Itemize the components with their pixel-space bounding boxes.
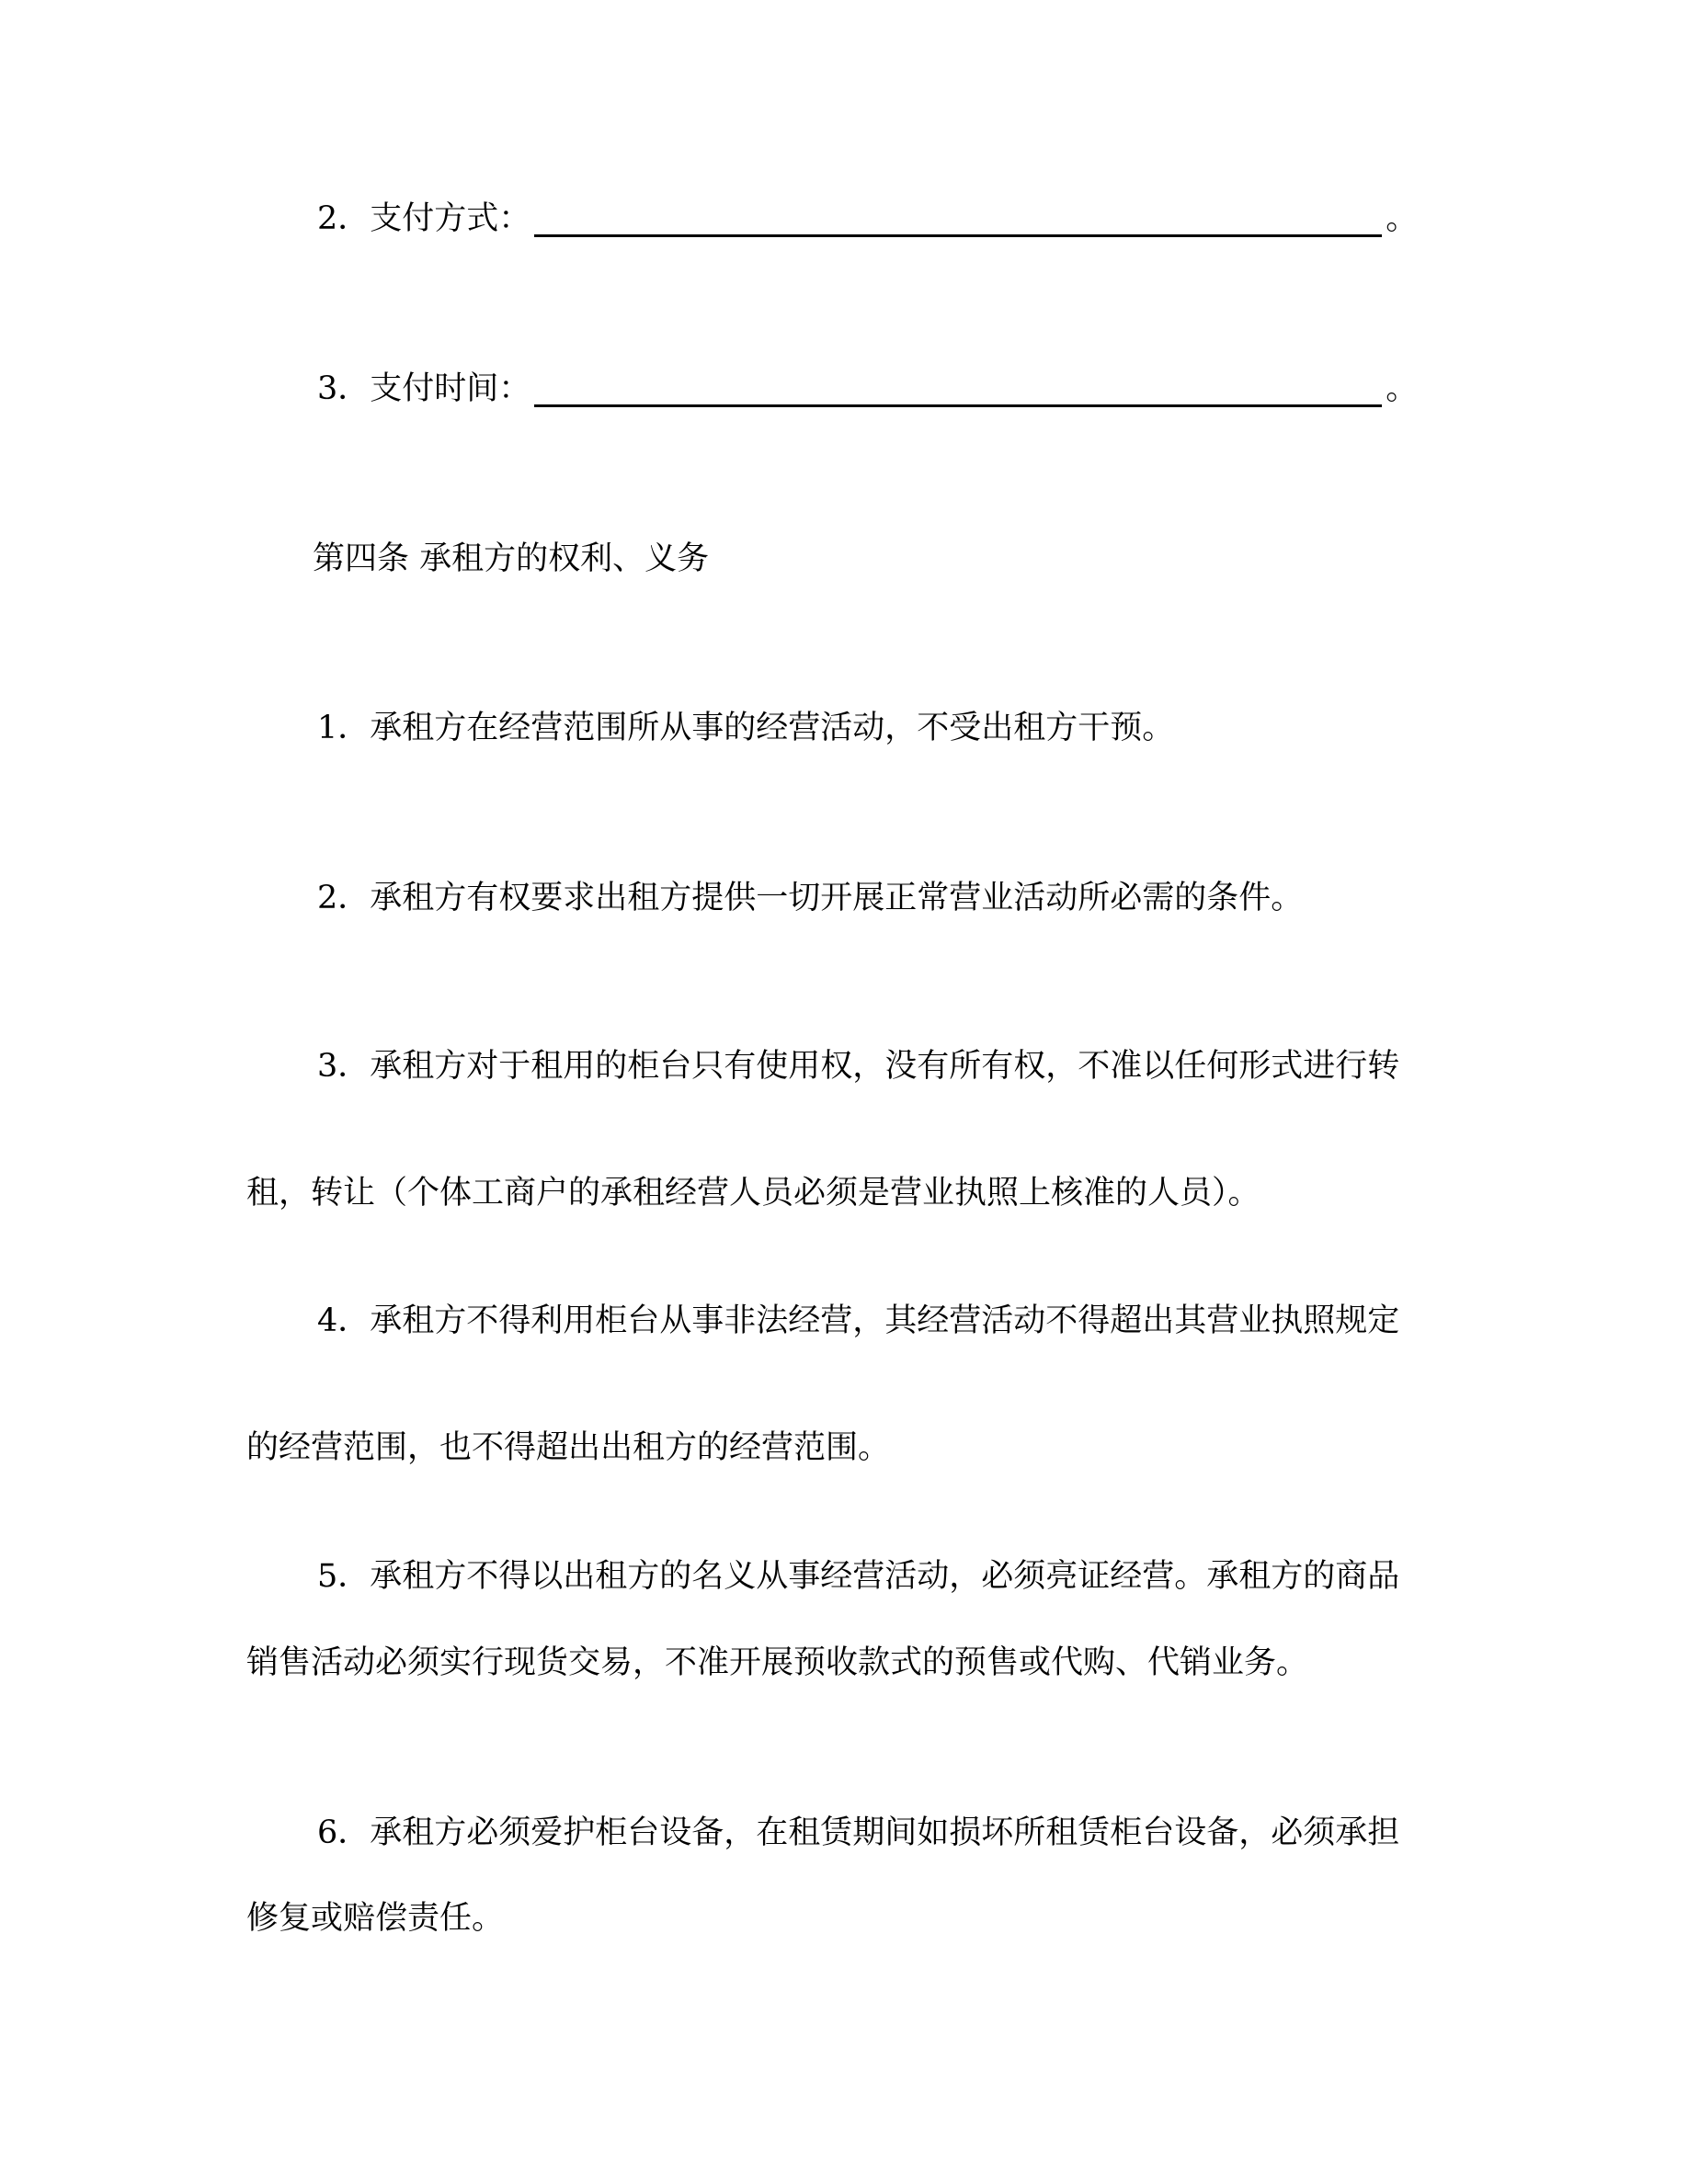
item-5-line-2: 销售活动必须实行现货交易，不准开展预收款式的预售或代购、代销业务。: [246, 1644, 1309, 1681]
payment-method-end: 。: [1386, 200, 1419, 237]
item-4-line-2: 的经营范围，也不得超出出租方的经营范围。: [246, 1429, 891, 1466]
item-6-line-2: 修复或赔偿责任。: [246, 1900, 505, 1937]
item-3-line-2: 租，转让（个体工商户的承租经营人员必须是营业执照上核准的人员）。: [246, 1175, 1260, 1211]
item-6-line-1: 6．承租方必须爱护柜台设备，在租赁期间如损坏所租赁柜台设备，必须承担: [317, 1814, 1400, 1851]
payment-method-line: [317, 200, 1418, 237]
item-3-line-1: 3．承租方对于租用的柜台只有使用权，没有所有权，不准以任何形式进行转: [317, 1048, 1400, 1085]
item-5-line-1: 5．承租方不得以出租方的名义从事经营活动，必须亮证经营。承租方的商品: [317, 1558, 1400, 1595]
item-2-line-1: 2．承租方有权要求出租方提供一切开展正常营业活动所必需的条件。: [317, 880, 1304, 916]
payment-time-blank: [534, 377, 1382, 407]
item-1-line-1: 1．承租方在经营范围所从事的经营活动，不受出租方干预。: [317, 710, 1175, 746]
payment-time-line: [317, 370, 1418, 407]
article-heading: 第四条 承租方的权利、义务: [313, 540, 710, 577]
payment-method-blank: [534, 207, 1382, 237]
payment-time-end: 。: [1386, 370, 1419, 407]
payment-method-label: 2．支付方式：: [317, 200, 531, 237]
item-4-line-1: 4．承租方不得利用柜台从事非法经营，其经营活动不得超出其营业执照规定: [317, 1302, 1400, 1339]
payment-time-label: 3．支付时间：: [317, 370, 531, 407]
